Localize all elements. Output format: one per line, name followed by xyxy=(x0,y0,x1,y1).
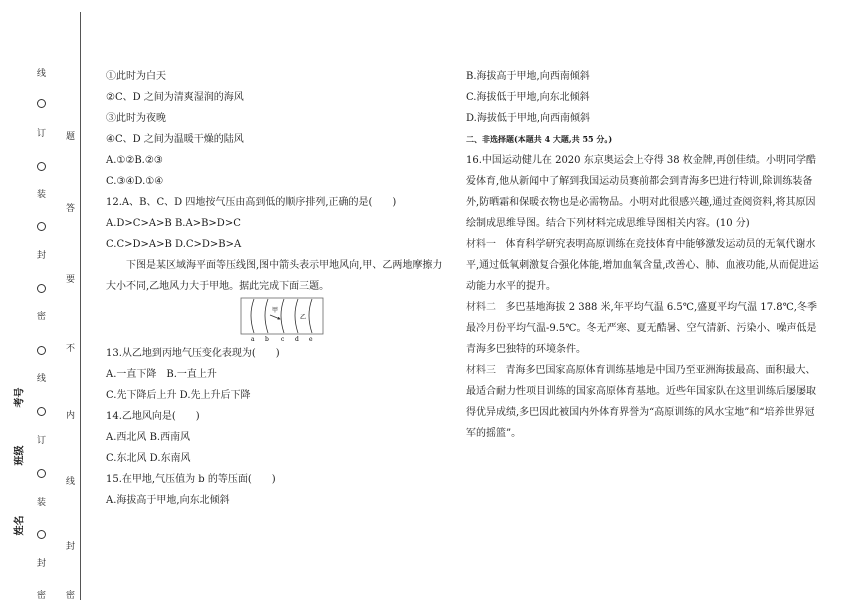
q15-answer-choice: C.海拔低于甲地,向东北倾斜 xyxy=(466,92,590,103)
binding-line xyxy=(80,12,81,600)
binding-hole-circle xyxy=(37,284,46,293)
figure-label-b: b xyxy=(265,336,269,343)
figure-label-c: c xyxy=(281,336,285,343)
right-column xyxy=(466,66,821,444)
binding-inner-glyph: 答 xyxy=(66,204,76,214)
q11-option: ④C、D 之间为温暖干燥的陆风 xyxy=(106,134,244,145)
q12-answer-choice: A.D>C>A>B B.A>B>D>C xyxy=(106,218,241,229)
binding-inner-glyph: 封 xyxy=(66,542,76,552)
binding-glyph: 订 xyxy=(37,436,47,446)
material-two-tag: 材料二 xyxy=(466,302,496,313)
q14-answer-choice: A.西北风 B.西南风 xyxy=(106,432,191,443)
binding-glyph: 线 xyxy=(37,69,47,79)
binding-hole-circle xyxy=(37,162,46,171)
material-two-text: 多巴基地海拔 2 388 米,年平均气温 6.5℃,盛夏平均气温 17.8℃,冬季最冷月份平均气温-9.5℃。冬无严寒、夏无酷暑、空气清新、污染小、噪声低是青海多巴独特的环境条件。 xyxy=(466,302,817,355)
figure-label-e: e xyxy=(309,336,313,343)
q11-option: ①此时为白天 xyxy=(106,71,166,82)
binding-hole-circle xyxy=(37,99,46,108)
q11-answer-choice: C.③④D.①④ xyxy=(106,176,164,187)
material-one-text: 体育科学研究表明高原训练在竞技体育中能够激发运动员的无氧代谢水平,通过低氧刺激复合强化体能,增加血氧含量,改善心、肺、血液功能,从而促进运动能力水平的提升。 xyxy=(466,239,819,292)
binding-inner-glyph: 题 xyxy=(66,132,76,142)
name-label: 姓名 xyxy=(14,515,26,536)
binding-inner-glyph: 不 xyxy=(66,344,76,354)
section-title: 二、非选择题(本题共 4 大题,共 55 分。) xyxy=(466,134,613,144)
q12-stem: 12.A、B、C、D 四地按气压由高到低的顺序排列,正确的是( ) xyxy=(106,197,397,208)
binding-hole-circle xyxy=(37,346,46,355)
binding-glyph: 装 xyxy=(37,498,47,508)
q15-answer-choice: A.海拔高于甲地,向东北倾斜 xyxy=(106,495,230,506)
material-three xyxy=(466,360,821,444)
binding-glyph: 封 xyxy=(37,251,47,261)
q13-answer-choice: A.一直下降 B.一直上升 xyxy=(106,369,217,380)
binding-glyph: 封 xyxy=(37,559,47,569)
binding-hole-circle xyxy=(37,530,46,539)
q16-stem: 16.中国运动健儿在 2020 东京奥运会上夺得 38 枚金牌,再创佳绩。小明同学酷爱体育,他从新闻中了解到我国运动员赛前都会到青海多巴进行特训,除训练装备外,防晒霜和保暖衣物也是必需物品。小明对此很感兴趣,通过查阅资料,将其原因绘制成思维导图。结合下列材料完成思维导图相关内容。(10 分) xyxy=(466,155,816,229)
binding-glyph: 订 xyxy=(37,129,47,139)
q11-option: ②C、D 之间为清爽湿润的海风 xyxy=(106,92,244,103)
binding-inner-glyph: 线 xyxy=(66,477,76,487)
q14-answer-choice: C.东北风 D.东南风 xyxy=(106,453,191,464)
material-one xyxy=(466,234,821,297)
q13-stem: 13.从乙地到丙地气压变化表现为( ) xyxy=(106,348,280,359)
binding-glyph: 密 xyxy=(37,591,47,601)
binding-inner-glyph: 内 xyxy=(66,411,76,421)
q15-stem: 15.在甲地,气压值为 b 的等压面( ) xyxy=(106,474,276,485)
binding-inner-glyph: 密 xyxy=(66,591,76,601)
binding-hole-circle xyxy=(37,222,46,231)
material-three-text: 青海多巴国家高原体育训练基地是中国乃至亚洲海拔最高、面积最大、最适合耐力性项目训练的国家高原体育基地。近些年国家队在这里训练后屡屡取得优异成绩,多巴因此被国内外体育界誉为“高原训练的风水宝地”和“培养世界冠军的摇篮”。 xyxy=(466,365,816,439)
binding-glyph: 线 xyxy=(37,374,47,384)
binding-glyph: 密 xyxy=(37,312,47,322)
material-one-tag: 材料一 xyxy=(466,239,496,250)
q11-option: ③此时为夜晚 xyxy=(106,113,166,124)
binding-inner-glyph: 要 xyxy=(66,275,76,285)
binding-hole-circle xyxy=(37,407,46,416)
material-three-tag: 材料三 xyxy=(466,365,496,376)
q15-answer-choice: D.海拔低于甲地,向西南倾斜 xyxy=(466,113,591,124)
material-two xyxy=(466,297,821,360)
left-column xyxy=(106,66,446,511)
exam-number-label: 考号 xyxy=(14,387,26,408)
figure-label-a: a xyxy=(251,336,255,343)
class-label: 班级 xyxy=(14,445,26,466)
q13-answer-choice: C.先下降后上升 D.先上升后下降 xyxy=(106,390,251,401)
q15-answer-choice: B.海拔高于甲地,向西南倾斜 xyxy=(466,71,590,82)
q11-answer-choice: A.①②B.②③ xyxy=(106,155,163,166)
isobar-figure xyxy=(240,297,340,343)
binding-hole-circle xyxy=(37,469,46,478)
binding-margin xyxy=(0,0,82,608)
binding-glyph: 装 xyxy=(37,190,47,200)
q12-answer-choice: C.C>D>A>B D.C>D>B>A xyxy=(106,239,242,250)
passage-intro: 下图是某区域海平面等压线图,图中箭头表示甲地风向,甲、乙两地摩擦力大小不同,乙地风力大于甲地。据此完成下面三题。 xyxy=(106,260,443,292)
q14-stem: 14.乙地风向是( ) xyxy=(106,411,200,422)
figure-label-jia: 甲 xyxy=(272,307,279,314)
figure-label-yi: 乙 xyxy=(300,314,307,321)
figure-label-d: d xyxy=(295,336,299,343)
